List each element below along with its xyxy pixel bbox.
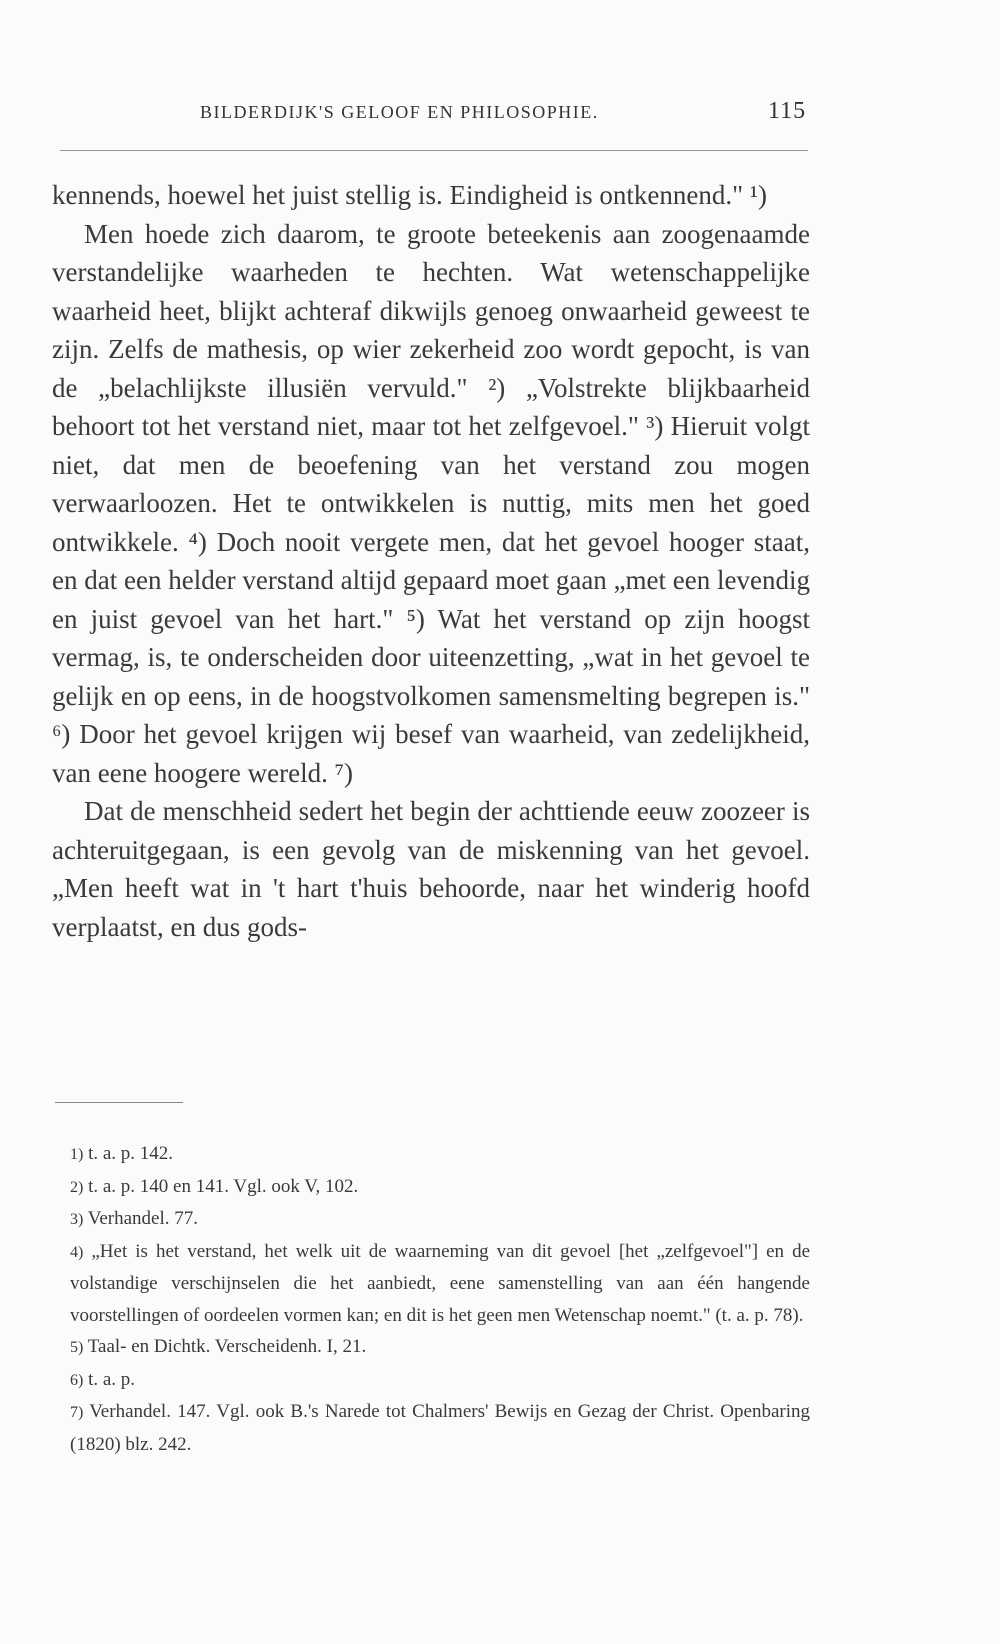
running-head: BILDERDIJK'S GELOOF EN PHILOSOPHIE. xyxy=(200,102,599,122)
footnote xyxy=(70,1171,810,1204)
footnote-number: 5) xyxy=(70,1339,84,1356)
footnote-text: t. a. p. 140 en 141. Vgl. ook V, 102. xyxy=(88,1175,359,1197)
footnote-text: Verhandel. 77. xyxy=(87,1208,199,1229)
footnote xyxy=(70,1396,810,1460)
paragraph: Dat de menschheid sedert het begin der achttiende eeuw zoozeer is achteruitgegaan, is een gevolg van de miskenning van het gevoel. „Men heeft wat in 't hart t'huis behoorde, naar het winderig hoofd verplaatst, en dus gods- xyxy=(52,796,810,942)
footnote-number: 2) xyxy=(70,1178,84,1196)
footnote-number: 7) xyxy=(70,1404,84,1421)
footnote-text: t. a. p. xyxy=(88,1368,136,1390)
footnote-number: 1) xyxy=(70,1146,84,1163)
footnote xyxy=(70,1331,810,1364)
footnote-number: 4) xyxy=(70,1243,84,1261)
footnote-text: Taal- en Dichtk. Verscheidenh. I, 21. xyxy=(87,1336,367,1357)
footnote-text: t. a. p. 142. xyxy=(88,1143,174,1164)
paragraph-continuation: kennends, hoewel het juist stellig is. Eindigheid is ontkennend." ¹) xyxy=(52,180,768,210)
footnotes xyxy=(70,1138,810,1460)
footnote-number: 6) xyxy=(70,1371,84,1389)
page-number: 115 xyxy=(768,98,807,124)
footnote xyxy=(70,1236,810,1332)
header-rule xyxy=(60,150,808,151)
footnote xyxy=(70,1364,810,1397)
body-text xyxy=(52,176,810,946)
footnote-text: Verhandel. 147. Vgl. ook B.'s Narede tot Chalmers' Bewijs en Gezag der Christ. Openbaring (1820) blz. 242. xyxy=(70,1401,810,1455)
footnote xyxy=(70,1138,810,1171)
footnote-number: 3) xyxy=(70,1211,84,1228)
paragraph: Men hoede zich daarom, te groote beteekenis aan zoogenaamde verstandelijke waarheden te hechten. Wat wetenschappelijke waarheid heet, blijkt achteraf dikwijls genoeg onwaarheid geweest te zijn. Zelfs de mathesis, op wier zekerheid zoo wordt gepocht, is van de „belachlijkste illusiën vervuld." ²) „Volstrekte blijkbaarheid behoort tot het verstand niet, maar tot het zelfgevoel." ³) Hieruit volgt niet, dat men de beoefening van het verstand zou mogen verwaarloozen. Het te ontwikkelen is nuttig, mits men het goed ontwikkele. ⁴) Doch nooit vergete men, dat het gevoel hooger staat, en dat een helder verstand altijd gepaard moet gaan „met een levendig en juist gevoel van het hart." ⁵) Wat het verstand op zijn hoogst vermag, is, te onderscheiden door uiteenzetting, „wat in het gevoel te gelijk en op eens, in de hoogstvolkomen samensmelting begrepen is." ⁶) Door het gevoel krijgen wij besef van waarheid, van zedelijkheid, van eene hoogere wereld. ⁷) xyxy=(52,218,810,788)
footnote xyxy=(70,1203,810,1236)
footnote-text: „Het is het verstand, het welk uit de waarneming van dit gevoel [het „zelfgevoel"] en de volstandige verschijnselen die het aanbiedt, eene samenstelling van aan één hangende voorstellingen of oordeelen vormen kan; en dit is het geen men Wetenschap noemt." (t. a. p. 78). xyxy=(70,1240,810,1326)
footnote-rule xyxy=(55,1102,183,1103)
